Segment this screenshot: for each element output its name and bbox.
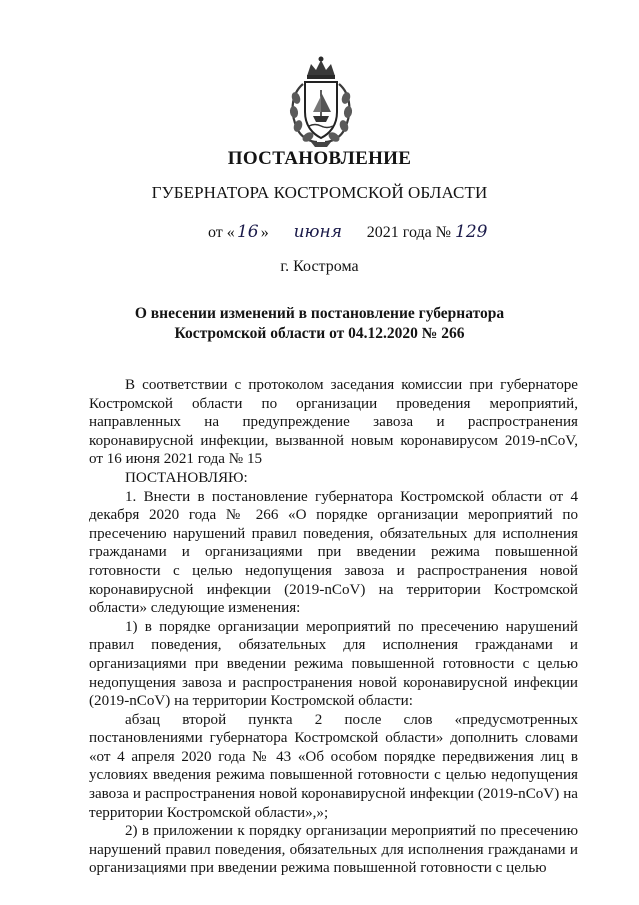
heading-line-2: Костромской области от 04.12.2020 № 266 [174,325,465,342]
paragraph: 1) в порядке организации мероприятий по пресечению нарушений правил поведения, обязательных для исполнения гражданами и организациями при введении режима повышенной готовности с целью недопущения завоза и распространения новой коронавирусной инфекции (2019-nCoV) на территории Костромской области: [89,618,578,710]
date-prefix: от « [208,224,235,241]
city-line: г. Кострома [280,258,359,275]
document-subtitle: ГУБЕРНАТОРА КОСТРОМСКОЙ ОБЛАСТИ [151,183,488,202]
date-year-text: 2021 года № [366,224,451,241]
paragraph: 2) в приложении к порядку организации мероприятий по пресечению нарушений правил поведения, обязательных для исполнения гражданами и организациями при введении режима повышенной готовности с целью [89,823,578,877]
document-heading [0,304,639,344]
paragraph: абзац второй пункта 2 после слов «предусмотренных постановлениями губернатора Костромской области» дополнить словами «от 4 апреля 2020 года № 43 «Об особом порядке передвижения лиц в условиях введения режима повышенной готовности с целью недопущения завоза и распространения новой коронавирусной инфекции (2019-nCoV) на территории Костромской области»,»; [89,711,578,821]
paragraph-decree: ПОСТАНОВЛЯЮ: [125,469,248,486]
document-body [89,376,578,878]
document-number-handwritten: 129 [455,222,488,242]
date-mid: » [260,224,269,241]
coat-of-arms-emblem [283,54,359,150]
heading-line-1: О внесении изменений в постановление губернатора [134,305,505,322]
document-title: ПОСТАНОВЛЕНИЕ [227,148,412,169]
date-line [208,222,491,242]
date-day-handwritten: 16 [236,222,259,242]
paragraph: 1. Внести в постановление губернатора Костромской области от 4 декабря 2020 года № 266 «О порядке организации мероприятий по пресечению нарушений правил поведения, обязательных для исполнения гражданами и организациями при введении режима повышенной готовности с целью недопущения завоза и распространения новой коронавирусной инфекции (2019-nCoV) на территории Костромской области» следующие изменения: [89,488,578,617]
date-month-handwritten: июня [293,222,342,242]
paragraph: В соответствии с протоколом заседания комиссии при губернаторе Костромской области по организации проведения мероприятий, направленных на предупреждение завоза и распространения коронавирусной инфекции, вызванной новым коронавирусом 2019-nCoV, от 16 июня 2021 года № 15 [89,377,578,468]
